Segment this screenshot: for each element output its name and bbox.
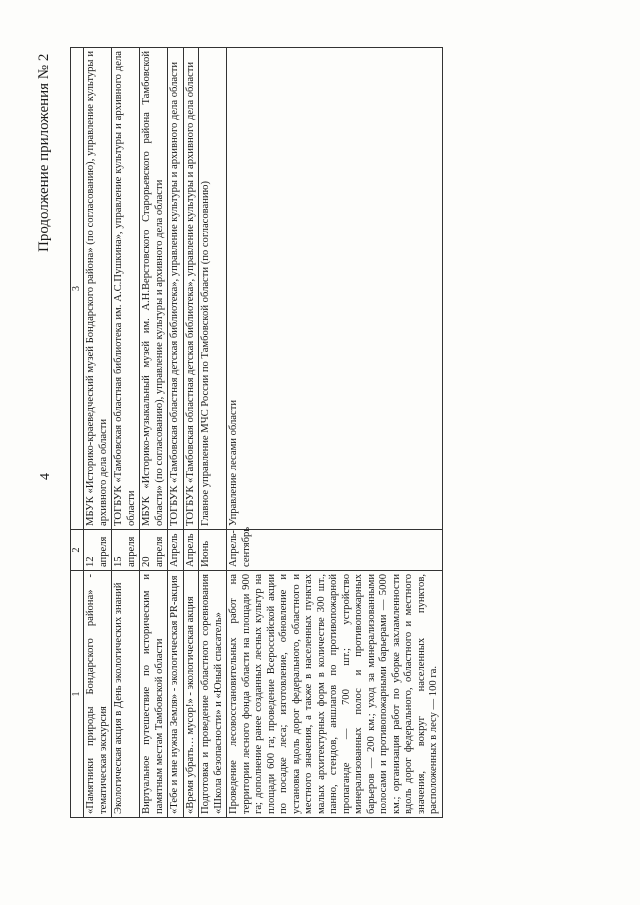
column-header-1: 1 [71,571,84,818]
table-row [183,48,199,818]
date-cell: Июнь [199,530,227,571]
table-row [168,48,184,818]
date-cell: Апрель [183,530,199,571]
responsible-cell: ТОГБУК «Тамбовская областная детская библиотека», управление культуры и архивного дела области [168,48,184,530]
column-header-3: 3 [71,48,84,530]
table-row [140,48,168,818]
table-row [112,48,140,818]
appendix-title: Продолжение приложения № 2 [36,53,52,252]
event-cell: Подготовка и проведение областного соревнования «Школа безопасности» и «Юный спасатель» [199,571,227,818]
table-row [227,48,443,818]
table-header-row [71,48,84,818]
table-row [84,48,112,818]
event-cell: «Тебе и мне нужна Земля» - экологическая PR-акция [168,571,184,818]
event-cell: Виртуальное путешествие по историческим и памятным местам Тамбовской области [140,571,168,818]
events-table [70,47,443,818]
responsible-cell: Главное управление МЧС России по Тамбовской области (по согласованию) [199,48,227,530]
responsible-cell: МБУК «Историко-краеведческий музей Бондарского района» (по согласованию), управление культуры и архивного дела области [84,48,112,530]
event-cell: Проведение лесовосстановительных работ на территории лесного фонда области на площади 900 га; дополнение ранее созданных лесных культур на площади 600 га; проведение Всероссийской акции по посадке леса; изготовление, обновление и установка вдоль дорог федерального, областного и местного значения, а также в населенных пунктах малых архитектурных форм в количестве 300 шт., панно, стендов, аншлагов по противопожарной пропаганде — 700 шт.; устройство минерализованных полос и противопожарных барьеров — 200 км.; уход за минерализованными полосами и противопожарными барьерами — 5000 км.; организация работ по уборке захламленности вдоль дорог федерального, областного и местного значения, вокруг населенных пунктов, расположенных в лесу — 100 га. [227,571,443,818]
event-cell: «Время убрать… мусор!» - экологическая акция [183,571,199,818]
page-number: 4 [38,473,53,480]
event-cell: Экологическая акция в День экологических знаний [112,571,140,818]
date-cell: 15 апреля [112,530,140,571]
date-cell: 12 апреля [84,530,112,571]
column-header-2: 2 [71,530,84,571]
event-cell: «Памятники природы Бондарского района» - тематическая экскурсия [84,571,112,818]
responsible-cell: ТОГБУК «Тамбовская областная библиотека им. А.С.Пушкина», управление культуры и архивного дела области [112,48,140,530]
responsible-cell: ТОГБУК «Тамбовская областная детская библиотека», управление культуры и архивного дела области [183,48,199,530]
table-row [199,48,227,818]
date-cell: Апрель-сентябрь [227,530,443,571]
responsible-cell: МБУК «Историко-музыкальный музей им. А.Н.Верстовского Старорьевского района Тамбовской области» (по согласованию), управление культуры и архивного дела области [140,48,168,530]
date-cell: 20 апреля [140,530,168,571]
events-table-container [70,48,592,818]
responsible-cell: Управление лесами области [227,48,443,530]
date-cell: Апрель [168,530,184,571]
